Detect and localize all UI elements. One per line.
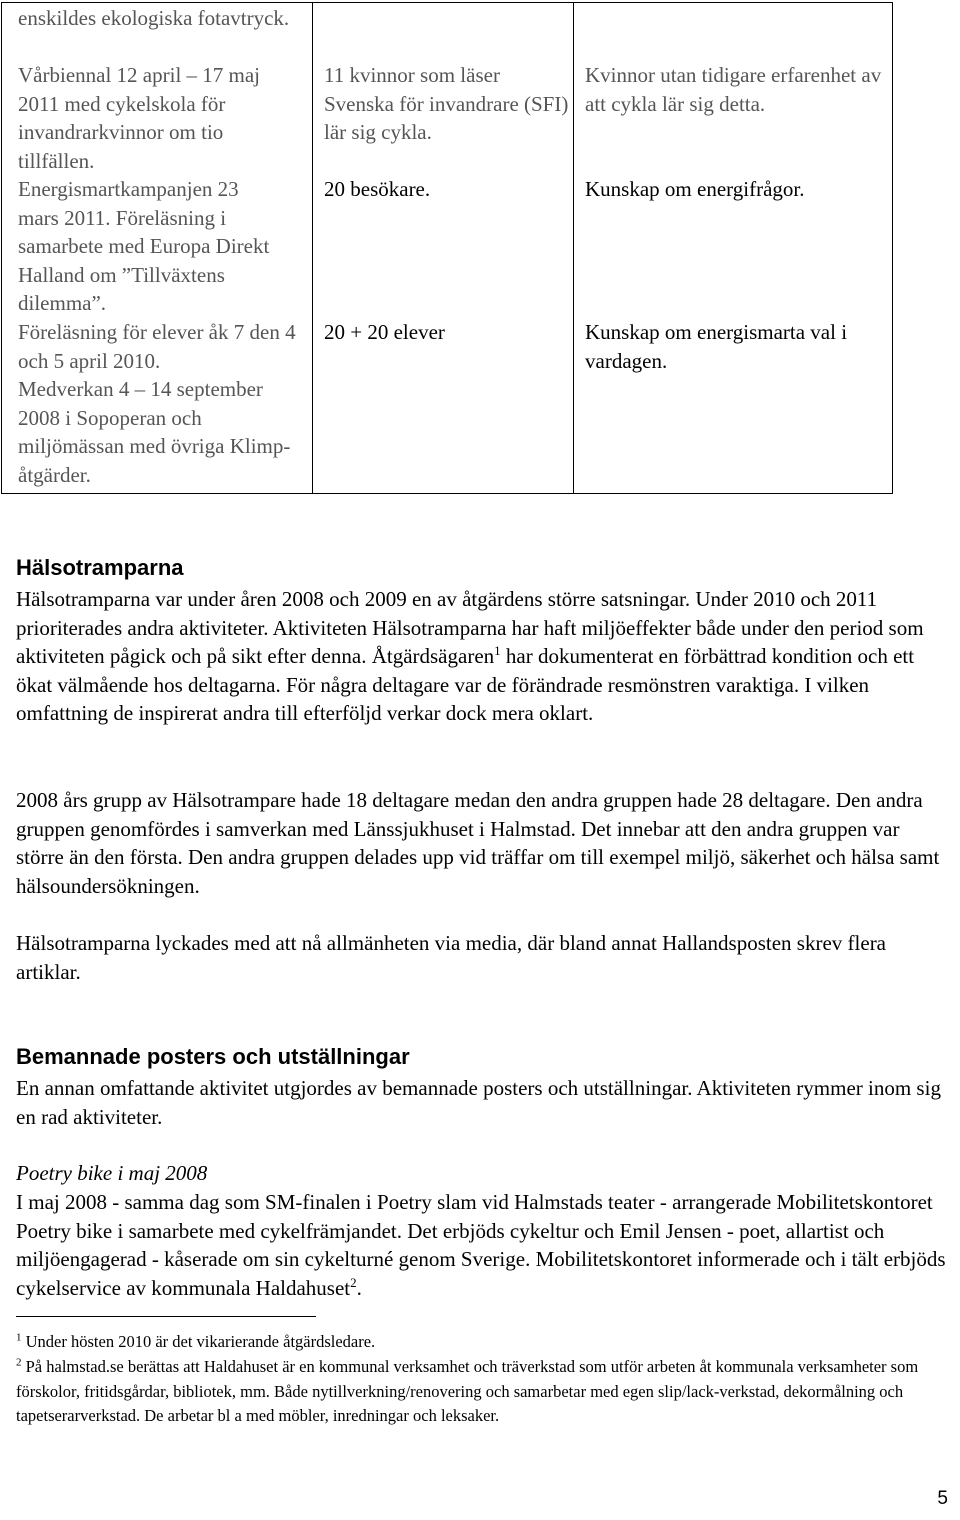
participants-entry: 20 besökare. — [324, 177, 431, 201]
footnote-1: $^1$ Under hösten 2010 är det vikarierande åtgärdsledare. — [16, 1331, 376, 1351]
activity-entry: Energismartkampanjen 23 mars 2011. Föreläsning i samarbete med Europa Direkt Halland om ”Tillväxtens dilemma”. — [18, 177, 270, 315]
effect-column — [574, 3, 893, 494]
activity-entry: enskildes ekologiska fotavtryck. — [18, 6, 290, 30]
section-heading-bemannade-posters: Bemannade posters och utställningar — [16, 1044, 410, 1069]
subheading-poetry-bike: Poetry bike i maj 2008 — [16, 1161, 208, 1185]
activity-entry: Föreläsning för elever åk 7 den 4 och 5 april 2010. — [18, 320, 296, 373]
activity-entry: Medverkan 4 – 14 september 2008 i Sopoperan och miljömässan med övriga Klimp-åtgärder. — [18, 377, 291, 487]
activity-column — [2, 3, 313, 494]
participants-column — [313, 3, 574, 494]
effect-entry: Kvinnor utan tidigare erfarenhet av att cykla lär sig detta. — [585, 63, 882, 116]
paragraph: Hälsotramparna var under åren 2008 och 2009 en av åtgärdens större satsningar. Under 2010 och 2011 prioriterades andra aktiviteter. Aktiviteten Hälsotramparna har haft miljöeffekter både under den period som aktiviteten pågick och på sikt efter denna. Åtgärdsägaren$^1$ har dokumenterat en förbättrad kondition och ett ökat välmående hos deltagarna. För några deltagare var de förändrade resmönstren varaktiga. I vilken omfattning de inspirerat andra till efterföljd verkar dock mera oklart. — [16, 587, 924, 725]
participants-entry: 11 kvinnor som läser Svenska för invandrare (SFI) lär sig cykla. — [324, 63, 569, 144]
footnote-ref[interactable]: 1 — [494, 643, 501, 658]
activity-table — [1, 2, 893, 494]
effect-entry: Kunskap om energismarta val i vardagen. — [585, 320, 848, 373]
effect-entry: Kunskap om energifrågor. — [585, 177, 805, 201]
footnote-2: $^2$ På halmstad.se berättas att Haldahuset är en kommunal verksamhet och träverkstad som utför arbeten åt kommunala verksamheter som förskolor, fritidsgårdar, bibliotek, mm. Både nytillverkning/renovering och samarbetar med egen slip/lack-verkstad, dekormålning och tapetserarverkstad. De arbetar bl a med möbler, inredningar och leksaker. — [16, 1356, 919, 1425]
participants-entry: 20 + 20 elever — [324, 320, 445, 344]
page-number: 5 — [937, 1488, 948, 1509]
paragraph: I maj 2008 - samma dag som SM-finalen i Poetry slam vid Halmstads teater - arrangerade Mobilitetskontoret Poetry bike i samarbete med cykelfrämjandet. Det erbjöds cykeltur och Emil Jensen - poet, allartist och miljöengagerad - kåserade om sin cykelturné genom Sverige. Mobilitetskontoret informerade och i tält erbjöds cykelservice av kommunala Haldahuset$^2$. — [16, 1190, 946, 1300]
paragraph: Hälsotramparna lyckades med att nå allmänheten via media, där bland annat Hallandsposten skrev flera artiklar. — [16, 931, 887, 984]
section-heading-halsotramparna: Hälsotramparna — [16, 555, 184, 580]
paragraph: 2008 års grupp av Hälsotrampare hade 18 deltagare medan den andra gruppen hade 28 deltagare. Den andra gruppen genomfördes i samverkan med Länssjukhuset i Halmstad. Det innebar att den andra gruppen var större än den första. Den andra gruppen delades upp vid träffar om till exempel miljö, säkerhet och hälsa samt hälsoundersökningen. — [16, 788, 940, 898]
activity-entry: Vårbiennal 12 april – 17 maj 2011 med cykelskola för invandrarkvinnor om tio tillfällen. — [18, 63, 261, 173]
paragraph: En annan omfattande aktivitet utgjordes av bemannade posters och utställningar. Aktiviteten rymmer inom sig en rad aktiviteter. — [16, 1076, 941, 1129]
footnote-ref[interactable]: 2 — [350, 1274, 357, 1290]
footnote-separator — [16, 1316, 316, 1317]
